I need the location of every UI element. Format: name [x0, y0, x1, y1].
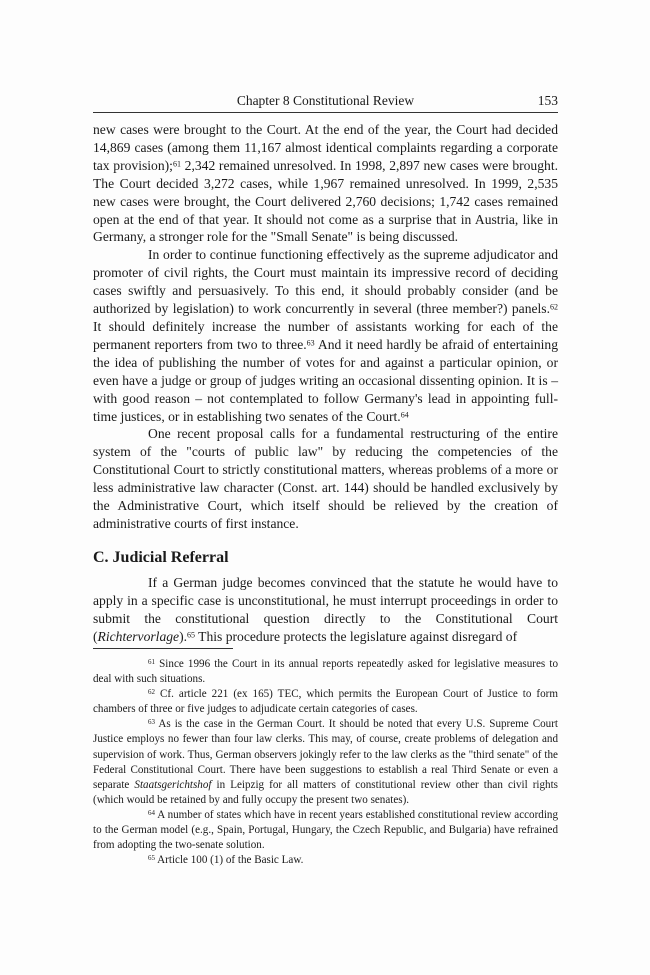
- section-text: [93, 574, 558, 646]
- footnote-ref: 61: [172, 159, 181, 169]
- page-number: 153: [537, 93, 558, 108]
- footnotes: [93, 657, 558, 868]
- paragraph: new cases were brought to the Court. At the end of the year, the Court had decided 14,869 cases (among them 11,167 almost identical complaints regarding a corporate tax provision);$^{61}$ 2,342 remained unresolved. In 1998, 2,897 new cases were brought. The Court decided 3,272 cases, while 1,967 remained unresolved. In 1999, 2,535 new cases were brought, the Court delivered 2,760 decisions; 1,742 cases remained open at the end of that year. It should not come as a surprise that in Austria, like in Germany, a stronger role for the "Small Senate" is being discussed.: [93, 122, 559, 245]
- body-text: [93, 121, 558, 533]
- footnote-ref: 64: [400, 409, 409, 419]
- footnote: $^{61}$ Since 1996 the Court in its annual reports repeatedly asked for legislative measures to deal with such situations.: [93, 657, 558, 686]
- footnote: $^{63}$ As is the case in the German Court. It should be noted that every U.S. Supreme Court Justice employs no fewer than four law clerks. This may, of course, create problems of delegation and supervision of work. Thus, German observers jokingly refer to the law clerks as the "third senate" of the Federal Constitutional Court. There have been suggestions to establish a real Third Senate or even a separate Staatsgerichtshof in Leipzig for all matters of constitutional review other than civil rights (which would be retained by and fully occupy the present two senates).: [93, 718, 558, 806]
- footnote: $^{62}$ Cf. article 221 (ex 165) TEC, which permits the European Court of Justice to form chambers of three or five judges to adjudicate certain categories of cases.: [93, 688, 558, 716]
- footnote: $^{64}$ A number of states which have in recent years established constitutional review according to the German model (e.g., Spain, Portugal, Hungary, the Czech Republic, and Bulgaria) have refrained from adopting the two-senate solution.: [93, 808, 558, 852]
- paragraph: In order to continue functioning effectively as the supreme adjudicator and promoter of civil rights, the Court must maintain its impressive record of deciding cases swiftly and persuasively. To this end, it should probably consider (and be authorized by legislation) to work concurrently in several (three member?) panels.$^{62}$ It should definitely increase the number of assistants working for each of the permanent reporters from two to three.$^{63}$ And it need hardly be afraid of entertaining the idea of publishing the number of votes for and against a particular opinion, or even have a judge or group of judges writing an occasional dissenting opinion. It is – with good reason – not contemplated to follow Germany's lead in appointing full-time justices, or in establishing two senates of the Court.$^{64}$: [93, 247, 559, 424]
- section-heading: C. Judicial Referral: [93, 549, 229, 566]
- paragraph: One recent proposal calls for a fundamental restructuring of the entire system of the "courts of public law" by reducing the competencies of the Constitutional Court to strictly constitutional matters, whereas problems of a more or less administrative law character (Const. art. 144) should be handled exclusively by the Administrative Court, which itself should be relieved by the creation of administrative courts of first instance.: [93, 426, 558, 531]
- chapter-title: Chapter 8 Constitutional Review: [236, 93, 415, 108]
- footnote-ref: 63: [306, 338, 315, 348]
- footnote-ref: 65: [187, 630, 196, 640]
- footnote: $^{65}$ Article 100 (1) of the Basic Law.: [148, 854, 304, 867]
- footnote-rule: [93, 648, 233, 649]
- running-header: [93, 93, 558, 113]
- footnote-ref: 62: [550, 302, 558, 312]
- paragraph: If a German judge becomes convinced that the statute he would have to apply in a specific case is unconstitutional, he must interrupt proceedings in order to submit the constitutional question directly to the Constitutional Court (Richtervorlage).$^{65}$ This procedure protects the legislature against disregard of: [93, 575, 558, 644]
- header-rule: [93, 112, 558, 113]
